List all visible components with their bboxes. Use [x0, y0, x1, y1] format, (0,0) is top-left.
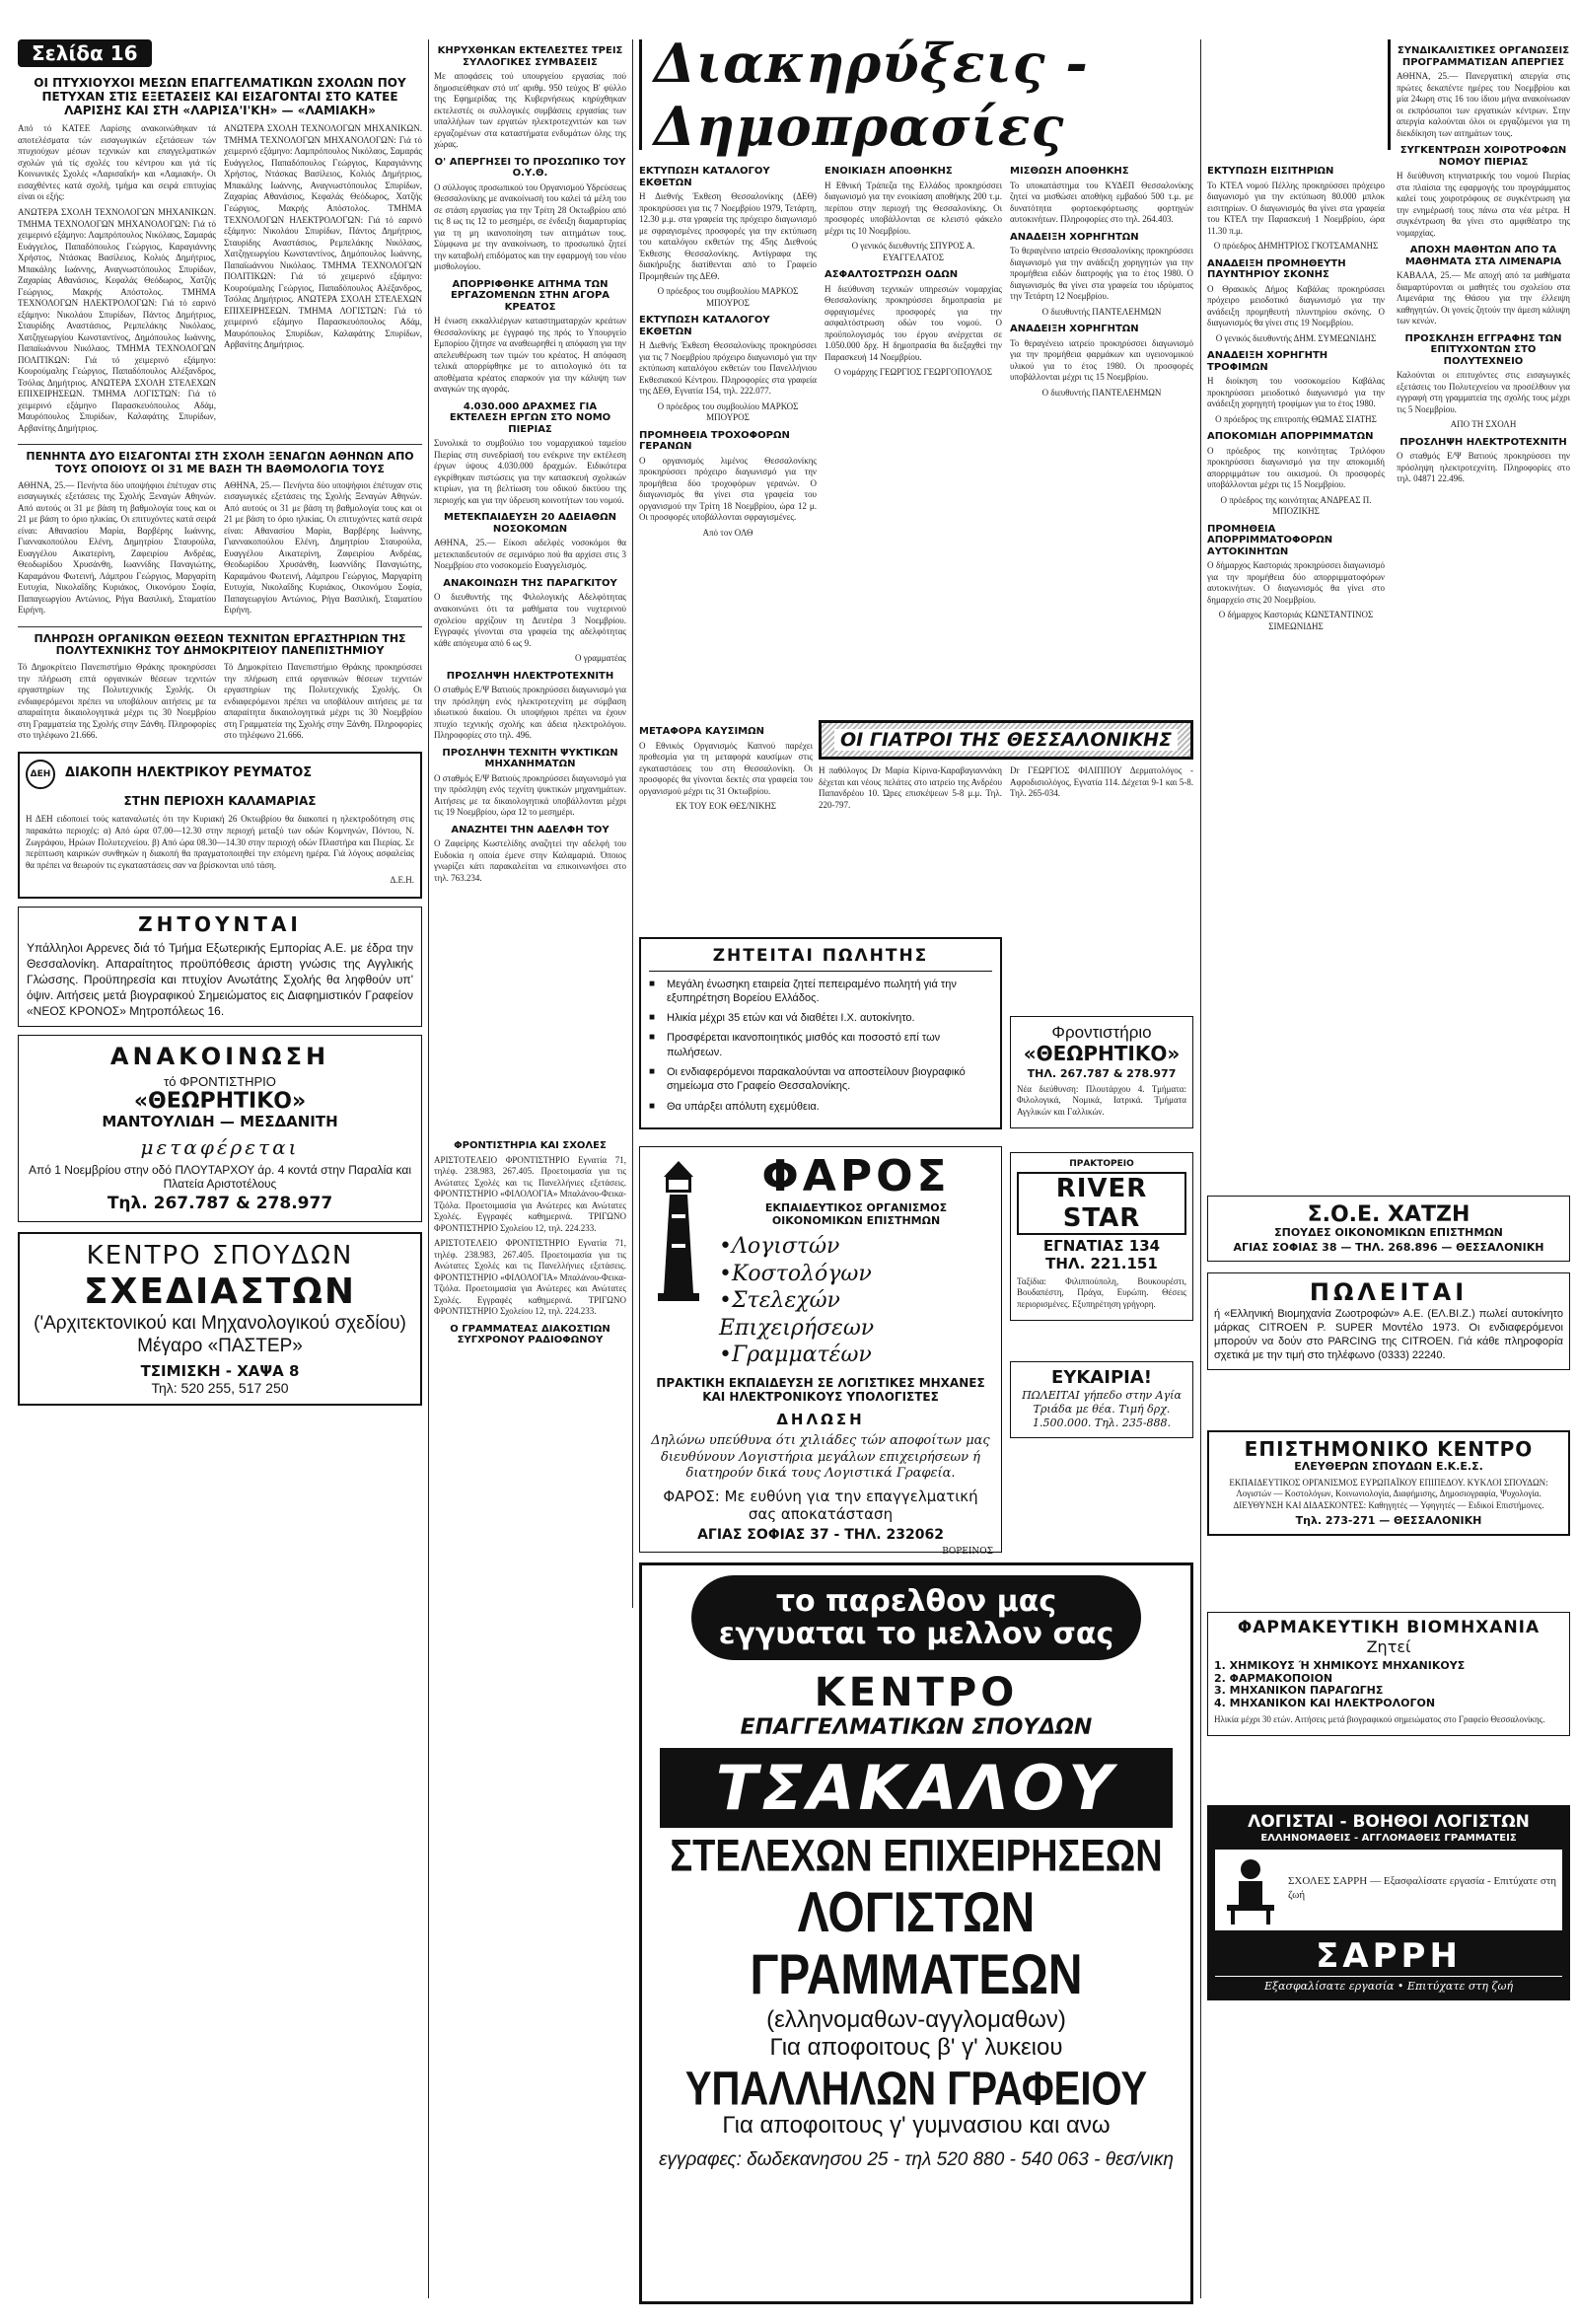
faros-decl-body: Δηλώνω υπεύθυνα ότι χιλιάδες τών αποφοίτων μας διευθύνουν Λογιστήρια μεγάλων επιχειρήσεων ή διατηρούν δικά τους Λογιστικά Γραφεία.	[651, 1432, 990, 1482]
a4-title: ΜΕΤΑΦΟΡΑ ΚΑΥΣΙΜΩΝ	[639, 726, 764, 737]
students-body: ΚΑΒΑΛΑ, 25.— Με αποχή από τα μαθήματα διαμαρτύρονται οι μαθητές του σχολείου στα Λιμενάρια της Θάσου για την έλλειψη καθηγητών. Οι γονείς ζητούν την άμεση κάλυψη των κενών.	[1397, 270, 1570, 327]
faros-item: •Στελεχών Επιχειρήσεων	[719, 1288, 875, 1341]
a2-body: Η Διεθνής Έκθεση Θεσσαλονίκης προκηρύσσει για τις 7 Νοεμβρίου πρόχειρο διαγωνισμό για την εκτύπωση καταλόγου εκθετών του Πανελλήνιου Εκθεσιακού Κέντρου. Πληροφορίες στα γραφεία της ΔΕΘ, Εγνατία 154, τηλ. 222.077.	[639, 340, 817, 397]
wanted-seller-box	[639, 937, 1002, 1129]
theoritiko-ad	[1010, 1016, 1193, 1128]
epistimoniko-sub: ΕΛΕΥΘΕΡΩΝ ΣΠΟΥΔΩΝ Ε.Κ.Ε.Σ.	[1294, 1460, 1483, 1473]
faros-ad	[639, 1146, 1002, 1557]
paragkitou-body: Ο διευθυντής της Φιλολογικής Αδελφότητας ανακοινώνει ότι τα μαθήματα του νυχτερινού σχολείου αρχίζουν τη Δευτέρα 3 Νοεμβρίου. Εγγραφές γίνονται στα γραφεία της αδελφότητας κάθε απόγευμα από 6 ως 9.	[434, 592, 626, 648]
d5-sign: Ο δήμαρχος Καστοριάς ΚΩΝΣΤΑΝΤΙΝΟΣ ΣΙΜΕΩΝΙΔΗΣ	[1218, 610, 1374, 631]
power-cut-notice	[18, 752, 422, 899]
headline-nurses: ΜΕΤΕΚΠΑΙΔΕΥΣΗ 20 ΑΔΕΙΑΘΩΝ ΝΟΣΟΚΟΜΩΝ	[443, 512, 617, 535]
column-rule	[428, 39, 429, 2298]
farm-item: 1. ΧΗΜΙΚΟΥΣ Ή ΧΗΜΙΚΟΥΣ ΜΗΧΑΝΙΚΟΥΣ	[1214, 1658, 1466, 1672]
list-item: ■ Ηλικία μέχρι 35 ετών και νά διαθέτει Ι.Χ. αυτοκίνητο.	[649, 1011, 992, 1025]
announcement-line2: ΜΑΝΤΟΥΛΙΔΗ — ΜΕΣΔΑΝΙΤΗ	[102, 1113, 338, 1131]
kentro-spoudon-box	[18, 1232, 422, 1406]
banner-title: Διακηρύξεις - Δημοπρασίες	[642, 32, 1388, 158]
faros-item: •Γραμματέων	[719, 1343, 872, 1368]
kentro-phone: Τηλ: 520 255, 517 250	[151, 1380, 289, 1397]
d2-body: Ο Θρακικός Δήμος Καβάλας προκηρύσσει πρόχειρο μειοδοτικό διαγωνισμό για την ανάδειξη προμηθευτή πλυντηρίου σκόνης. Ο διαγωνισμός θα γίνει στις 19 Νοεμβρίου.	[1207, 283, 1385, 328]
farm-item: 3. ΜΗΧΑΝΙΚΟΝ ΠΑΡΑΓΩΓΗΣ	[1214, 1684, 1384, 1698]
announcement-line3: μεταφέρεται	[140, 1134, 300, 1159]
divider	[18, 626, 422, 627]
faros-sign: ΒΟΡΕΙΝΟΣ	[942, 1546, 993, 1557]
banner	[639, 32, 1391, 158]
a3-title: ΠΡΟΜΗΘΕΙΑ ΤΡΟΧΟΦΟΡΩΝ ΓΕΡΑΝΩΝ	[639, 429, 790, 453]
riverstar-label: ΠΡΑΚΤΟΡΕΙΟ	[1069, 1159, 1134, 1169]
kentro-name: ΣΧΕΔΙΑΣΤΩΝ	[84, 1271, 356, 1313]
announcement-name: «ΘΕΩΡΗΤΙΚΟ»	[133, 1089, 307, 1115]
headline-electrician: ΠΡΟΣΛΗΨΗ ΗΛΕΚΤΡΟΤΕΧΝΙΤΗ	[446, 670, 614, 682]
list-item: ■ Θα υπάρξει απόλυτη εχεμύθεια.	[649, 1100, 992, 1114]
theoritiko-body: Νέα διεύθυνση: Πλουτάρχου 4. Τμήματα: Φιλολογικά, Νομικά, Ιατρικά. Τμήματα Αγγλικών και Γαλλικών.	[1017, 1083, 1186, 1117]
chatzi-addr: ΑΓΙΑΣ ΣΟΦΙΑΣ 38 — ΤΗΛ. 268.896 — ΘΕΣΣΑΛΟΝΙΚΗ	[1233, 1240, 1544, 1254]
headline-oyth: Ο' ΑΠΕΡΓΗΣΕΙ ΤΟ ΠΡΟΣΩΠΙΚΟ ΤΟΥ Ο.Υ.Θ.	[434, 156, 626, 180]
poleitai-ad	[1207, 1272, 1570, 1370]
d4-body: Ο πρόεδρος της κοινότητας Τριλόφου προκηρύσσει διαγωνισμό για την αποκομιδή απορριμμάτων του οικισμού. Οι προσφορές υποβάλλονται μέχρι τις 15 Νοεμβρίου.	[1207, 445, 1385, 490]
headline-strikes: ΣΥΝΔΙΚΑΛΙΣΤΙΚΕΣ ΟΡΓΑΝΩΣΕΙΣ ΠΡΟΓΡΑΜΜΑΤΙΣΑΝ ΑΠΕΡΓΙΕΣ	[1397, 45, 1570, 68]
headline-polytechnic: ΠΛΗΡΩΣΗ ΟΡΓΑΝΙΚΩΝ ΘΕΣΕΩΝ ΤΕΧΝΙΤΩΝ ΕΡΓΑΣΤΗΡΙΩΝ ΤΗΣ ΠΟΛΥΤΕΧΝΙΚΗΣ ΤΟΥ ΔΗΜΟΚΡΙΤΕΙΟΥ ΠΑΝΕΠΙΣΤΗΜΙΟΥ	[34, 631, 406, 658]
xenagon-body: ΑΘΗΝΑ, 25.— Πενήντα δύο υποψήφιοι έπέτυχαν στις εισαγωγικές εξετάσεις της Σχολής Ξεναγών Αθηνών. Από αυτούς οι 31 με βάση τη βαθμολογία τους και οι 21 με βάση το όριο ηλικίας. Οι επιτυχόντες κατά σειρά είναι: Αθανασίου Μαρία, Βαρβέρης Ιωάννης, Γιαννακοπούλου Ελένη, Δημητρίου Σταυρούλα, Ευαγγέλου Αικατερίνη, Ζαφειρίου Ανδρέας, Θεοδωρίδου Χρυσάνθη, Ιωαννίδης Παναγιώτης, Καραμάνου Φωτεινή, Λάμπρου Γεώργιος, Μαργαρίτη Ευτυχία, Νικολαΐδης Κυριάκος, Οικονόμου Σοφία, Παπαγεωργίου Αντώνιος, Ρήγα Βασιλική, Σταματίου Ειρήνη.	[18, 479, 216, 616]
column-6	[1207, 160, 1385, 1146]
d4-sign: Ο πρόεδρος της κοινότητας ΑΝΔΡΕΑΣ Π. ΜΠΟΖΙΚΗΣ	[1220, 494, 1372, 517]
page-label: Σελίδα 16	[18, 39, 152, 67]
column-4	[825, 160, 1002, 712]
tsakalou-top: το παρελθον μας εγγυαται το μελλον σας	[691, 1575, 1141, 1660]
faros-item: •Κοστολόγων	[719, 1261, 872, 1286]
sarri-title: ΛΟΓΙΣΤΑΙ - ΒΟΗΘΟΙ ΛΟΓΙΣΤΩΝ	[1248, 1812, 1530, 1832]
column-rule	[1200, 39, 1201, 2298]
eukairia-ad	[1010, 1361, 1193, 1438]
power-cut-body: Η ΔΕΗ ειδοποιεί τούς καταναλωτές ότι την Κυριακή 26 Οκτωβρίου θα διακοπεί η ηλεκτροδότηση στις παρακάτω περιοχές: α) Από ώρα 07.00—12.30 στην περιοχή μεταξύ των οδών Κομνηνών, Πόντου, Ν. Ζωγράφου, Ηρώων Πολυτεχνείου. β) Από ώρα 08.30—14.30 στην περιοχή οδών Πλαστήρα και Πιερίας. Σε περίπτωση καιρικών συνθηκών η διακοπή θα πραγματοποιηθεί την επόμενη ημέρα. Γιά λόγους ασφαλείας θα πρέπει να θεωρούν τις εγκαταστάσεις σαν να βρίσκονται υπό τάση.	[26, 814, 414, 870]
lead-body-2: ΑΝΩΤΕΡΑ ΣΧΟΛΗ ΤΕΧΝΟΛΟΓΩΝ ΜΗΧΑΝΙΚΩΝ. ΤΜΗΜΑ ΤΕΧΝΟΛΟΓΩΝ ΜΗΧΑΝΟΛΟΓΩΝ: Γιά τό χειμερινό εξάμηνο: Λαμπρόπουλος Νικόλαος, Σαμαράς Ευάγγελος, Παπαδόπουλος Γεώργιος, Καραγιάννης Χρήστος, Ντάσκας Βασίλειος, Κολιός Δημήτριος, Μπακάλης Ιωάννης, Αναγνωστόπουλος Σπυρίδων, Ζαχαρίας Αθανάσιος, Κεφαλάς Θεόδωρος, Χατζής Γεώργιος, Μακρής Απόστολος. ΤΜΗΜΑ ΤΕΧΝΟΛΟΓΩΝ ΗΛΕΚΤΡΟΛΟΓΩΝ: Γιά τό εαρινό εξάμηνο: Νικολάου Σπυρίδων, Πάντος Δημήτριος, Σταυρίδης Αναστάσιος, Ρεμπελάκης Νικόλαος, Χατζηγεωργίου Κωνσταντίνος, Δημόπουλος Ιωάννης, Παπαϊωάννου Νικόλαος. ΤΜΗΜΑ ΤΕΧΝΟΛΟΓΩΝ ΠΟΛΙΤΙΚΩΝ: Γιά τό χειμερινό εξάμηνο: Κουρούμαλης Γεώργιος, Παπαδόπουλος Αλέξανδρος, Τσόλας Δημήτριος. ΑΝΩΤΕΡΑ ΣΧΟΛΗ ΣΤΕΛΕΧΩΝ ΕΠΙΧΕΙΡΗΣΕΩΝ. ΤΜΗΜΑ ΛΟΓΙΣΤΩΝ: Γιά τό χειμερινό εξάμηνο Παρασκευόπουλος Αδάμ, Μαυρόπουλος Σπυρίδων, Καλαφάτης Σπυρίδων, Αρβανίτης Δημήτριος.	[18, 207, 216, 433]
headline-electrician-2: ΠΡΟΣΛΗΨΗ ΗΛΕΚΤΡΟΤΕΧΝΙΤΗ	[1399, 436, 1567, 448]
a3-body: Ο οργανισμός λιμένος Θεσσαλονίκης προκηρύσσει πρόχειρο διαγωνισμό για την προμήθεια δύο τροχοφόρων γερανών. Ο διαγωνισμός θα γίνει στα γραφεία του οργανισμού την Τρίτη 18 Νοεμβρίου, ώρα 12 μ. Οι προσφορές υποβάλλονται σφραγισμένες.	[639, 455, 817, 523]
headline-refrigeration: ΠΡΟΣΛΗΨΗ ΤΕΧΝΙΤΗ ΨΥΚΤΙΚΩΝ ΜΗΧΑΝΗΜΑΤΩΝ	[442, 747, 618, 770]
polytechnic-body-2: Τό Δημοκρίτειο Πανεπιστήμιο Θράκης προκηρύσσει την πλήρωση επτά οργανικών θέσεων τεχνιτών εργαστηρίων της Πολυτεχνικής Σχολής. Οι ενδιαφερόμενοι πρέπει να υποβάλουν αιτήσεις με τα απαραίτητα δικαιολογητικά μέχρι τις 30 Νοεμβρίου στη Γραμματεία της Σχολής στην Ξάνθη. Πληροφορίες στο τηλέφωνο 21.666.	[224, 662, 422, 741]
tsakalou-l2: ΛΟΓΙΣΤΩΝ	[797, 1881, 1036, 1945]
headline-registration: ΠΡΟΣΚΛΗΣΗ ΕΓΓΡΑΦΗΣ ΤΩΝ ΕΠΙΤΥΧΟΝΤΩΝ ΣΤΟ ΠΟΛΥΤΕΧΝΕΙΟ	[1404, 332, 1562, 367]
a3-sign: Από τον ΟΛΘ	[702, 527, 753, 538]
kentro-building: Μέγαρο «ΠΑΣΤΕΡ»	[137, 1336, 303, 1357]
riverstar-ad	[1010, 1152, 1193, 1321]
student-figure-icon	[1221, 1855, 1280, 1925]
b2-title: ΑΣΦΑΛΤΟΣΤΡΩΣΗ ΟΔΩΝ	[825, 269, 959, 281]
oyth-body: Ο σύλλογος προσωπικού του Οργανισμού Υδρεύσεως Θεσσαλονίκης με ανακοίνωσή του καλεί τά μέλη του σε στάση εργασίας για την Τρίτη 28 Οκτωβρίου από τις 8 ως τις 12 το μεσημέρι, σε ένδειξη διαμαρτυρίας για τη μη ικανοποίηση των αιτημάτων τους. Σύμφωνα με την ανακοίνωση, το προσωπικό ζητεί την καταβολή επιδόματος και την εφαρμογή του νέου μισθολογίου.	[434, 182, 626, 272]
nurses-body: ΑΘΗΝΑ, 25.— Είκοσι αδελφές νοσοκόμοι θα μετεκπαιδευτούν σε σεμινάριο πού θα αρχίσει στις 3 Νοεμβρίου στο νοσοκομείο Ευαγγελισμός.	[434, 538, 626, 571]
faros-sub: ΕΚΠΑΙΔΕΥΤΙΚΟΣ ΟΡΓΑΝΙΣΜΟΣ ΟΙΚΟΝΟΜΙΚΩΝ ΕΠΙΣΤΗΜΩΝ	[764, 1201, 948, 1227]
announcement-line4: Από 1 Νοεμβρίου στην οδό ΠΛΟΥΤΑΡΧΟΥ άρ. 4 κοντά στην Παραλία και Πλατεία Αριστοτέλους	[28, 1162, 411, 1191]
a4-body: Ο Εθνικός Οργανισμός Καπνού παρέχει προθεσμία για τη μεταφορά καυσίμων στις εγκαταστάσεις του στη Θεσσαλονίκη. Οι προσφορές θα γίνονται δεκτές στα γραφεία του οργανισμού μέχρι τις 31 Οκτωβρίου.	[639, 740, 813, 796]
power-cut-area: ΣΤΗΝ ΠΕΡΙΟΧΗ ΚΑΛΑΜΑΡΙΑΣ	[123, 793, 317, 808]
theoritiko-name: «ΘΕΩΡΗΤΙΚΟ»	[1023, 1042, 1181, 1065]
schools-note: Ο ΓΡΑΜΜΑΤΕΑΣ ΔΙΑΚΟΣΤΙΩΝ ΣΥΓΧΡΟΝΟΥ ΡΑΔΙΟΦΩΝΟΥ	[450, 1323, 610, 1346]
list-item: ■ Μεγάλη ένωσηκη εταιρεία ζητεί πεπειραμένο πωλητή γιά την εξυπηρέτηση Βορείου Ελλάδος.	[649, 978, 992, 1006]
column-2	[434, 39, 626, 1125]
faros-practical: ΠΡΑΚΤΙΚΗ ΕΚΠΑΙΔΕΥΣΗ ΣΕ ΛΟΓΙΣΤΙΚΕΣ ΜΗΧΑΝΕΣ ΚΑΙ ΗΛΕΚΤΡΟΝΙΚΟΥΣ ΥΠΟΛΟΓΙΣΤΕΣ	[656, 1375, 985, 1404]
farm-item: 2. ΦΑΡΜΑΚΟΠΟΙΟΝ	[1214, 1671, 1333, 1685]
headline-xenagon: ΠΕΝΗΝΤΑ ΔΥΟ ΕΙΣΑΓΟΝΤΑΙ ΣΤΗ ΣΧΟΛΗ ΞΕΝΑΓΩΝ ΑΘΗΝΩΝ ΑΠΟ ΤΟΥΣ ΟΠΟΙΟΥΣ ΟΙ 31 ΜΕ ΒΑΣΗ ΤΗ ΒΑΘΜΟΛΟΓΙΑ ΤΟΥΣ	[26, 450, 414, 475]
c3-sign: Ο διευθυντής ΠΑΝΤΕΛΕΗΜΩΝ	[1041, 387, 1162, 398]
headline-meat: ΑΠΟΡΡΙΦΘΗΚΕ ΑΙΤΗΜΑ ΤΩΝ ΕΡΓΑΖΟΜΕΝΩΝ ΣΤΗΝ ΑΓΟΡΑ ΚΡΕΑΤΟΣ	[450, 278, 610, 313]
doctor-entry: Dr ΓΕΩΡΓΙΟΣ ΦΙΛΙΠΠΟΥ Δερματολόγος - Αφροδισιολόγος, Εγνατία 114. Δέχεται 9-1 και 5-8. Τηλ. 265-034.	[1010, 765, 1193, 799]
theoritiko-phone: ΤΗΛ. 267.787 & 278.977	[1027, 1067, 1177, 1080]
sister-body: Ο Ζαφείρης Κωστελίδης αναζητεί την αδελφή του Ευδοκία η οποία έμενε στην Καλαμαριά. Όποιος γνωρίζει κάτι παρακαλείται να επικοινωνήσει στο τηλ. 763.234.	[434, 838, 626, 883]
polytechnic-body: Τό Δημοκρίτειο Πανεπιστήμιο Θράκης προκηρύσσει την πλήρωση επτά οργανικών θέσεων τεχνιτών εργαστηρίων της Πολυτεχνικής Σχολής. Οι ενδιαφερόμενοι πρέπει να υποβάλουν αιτήσεις με τα απαραίτητα δικαιολογητικά μέχρι τις 30 Νοεμβρίου στη Γραμματεία της Σχολής στην Ξάνθη. Πληροφορίες στο τηλέφωνο 21.666.	[18, 662, 216, 741]
meat-body: Η ένωση εκκαλλιέργων καταστηματαρχών κρεάτων Θεσσαλονίκης με έγγραφό της πρός το Υπουργείο Εμπορίου ζήτησε να αναθεωρηθεί η απόφαση για την απελευθέρωση των τιμών του κρέατος. Η απόφαση τελικά απορρίφθηκε με το αιτιολογικό ότι τα αποθέματα κρέατος επαρκούν για την κάλυψη των αναγκών της αγοράς.	[434, 316, 626, 395]
column-rule	[632, 39, 633, 1608]
lighthouse-icon	[648, 1155, 709, 1303]
d4-title: ΑΠΟΚΟΜΙΔΗ ΑΠΟΡΡΙΜΜΑΤΩΝ	[1207, 431, 1374, 443]
headline-sister: ΑΝΑΖΗΤΕΙ ΤΗΝ ΑΔΕΛΦΗ ΤΟΥ	[451, 824, 610, 835]
column-1	[18, 39, 422, 1406]
farm-title: ΦΑΡΜΑΚΕΥΤΙΚΗ ΒΙΟΜΗΧΑΝΙΑ	[1237, 1618, 1541, 1637]
power-cut-sign: Δ.Ε.Η.	[390, 875, 414, 886]
b1-title: ΕΝΟΙΚΙΑΣΗ ΑΠΟΘΗΚΗΣ	[825, 166, 953, 177]
refrigeration-body: Ο σταθμός Ε/Ψ Βατιούς προκηρύσσει διαγωνισμό για την πρόσληψη ενός τεχνίτη ψυκτικών μηχανημάτων. Αιτήσεις με τα δικαιολογητικά υποβάλλονται μέχρι τις 19 Νοεμβρίου, ώρα 12 το μεσημέρι.	[434, 772, 626, 818]
riverstar-phone: ΤΗΛ. 221.151	[1045, 1254, 1158, 1272]
headline-students: ΑΠΟΧΗ ΜΑΘΗΤΩΝ ΑΠΟ ΤΑ ΜΑΘΗΜΑΤΑ ΣΤΑ ΛΙΜΕΝΑΡΙΑ	[1404, 245, 1562, 267]
lead-col-b	[224, 123, 422, 438]
epistimoniko-ad	[1207, 1430, 1570, 1536]
epistimoniko-title: ΕΠΙΣΤΗΜΟΝΙΚΟ ΚΕΝΤΡΟ	[1244, 1437, 1534, 1461]
registration-body: Καλούνται οι επιτυχόντες στις εισαγωγικές εξετάσεις του Πολυτεχνείου να προσέλθουν για εγγραφή στη γραμματεία της σχολής τους μέχρι τις 5 Νοεμβρίου.	[1397, 370, 1570, 414]
xenagon-body-2: ΑΘΗΝΑ, 25.— Πενήντα δύο υποψήφιοι έπέτυχαν στις εισαγωγικές εξετάσεις της Σχολής Ξεναγών Αθηνών. Από αυτούς οι 31 με βάση τη βαθμολογία τους και οι 21 με βάση το όριο ηλικίας. Οι επιτυχόντες κατά σειρά είναι: Αθανασίου Μαρία, Βαρβέρης Ιωάννης, Γιαννακοπούλου Ελένη, Δημητρίου Σταυρούλα, Ευαγγέλου Αικατερίνη, Ζαφειρίου Ανδρέας, Θεοδωρίδου Χρυσάνθη, Ιωαννίδης Παναγιώτης, Καραμάνου Φωτεινή, Λάμπρου Γεώργιος, Μαργαρίτη Ευτυχία, Νικολαΐδης Κυριάκος, Οικονόμου Σοφία, Παπαγεωργίου Αντώνιος, Ρήγα Βασιλική, Σταματίου Ειρήνη.	[224, 479, 422, 616]
farm-sub: Ζητεί	[1366, 1636, 1411, 1656]
epistimoniko-phone: Τηλ. 273-271 — ΘΕΣΣΑΛΟΝΙΚΗ	[1295, 1514, 1482, 1528]
wanted-seller-list	[649, 978, 992, 1114]
tsakalou-l7: Για αποφοιτους γ' γυμνασιου και ανω	[722, 2112, 1111, 2139]
a1-title: ΕΚΤΥΠΩΣΗ ΚΑΤΑΛΟΓΟΥ ΕΚΘΕΤΩΝ	[639, 166, 770, 188]
d3-sign: Ο πρόεδρος της επιτροπής ΘΩΜΑΣ ΣΙΑΤΗΣ	[1215, 413, 1377, 424]
faros-decl-title: ΔΗΛΩΣΗ	[776, 1411, 865, 1429]
lead-headline: ΟΙ ΠΤΥΧΙΟΥΧΟΙ ΜΕΣΩΝ ΕΠΑΓΓΕΛΜΑΤΙΚΩΝ ΣΧΟΛΩΝ ΠΟΥ ΠΕΤΥΧΑΝ ΣΤΙΣ ΕΞΕΤΑΣΕΙΣ ΚΑΙ ΕΙΣΑΓΟΝΤΑΙ ΣΤΟ ΚΑΤΕΕ ΛΑΡΙΣΗΣ ΚΑΙ ΣΤΗ «ΛΑΡΙΣΑ'Ι'ΚΗ» — «ΛΑΜΙΑΚΗ»	[34, 76, 406, 117]
announcement-box	[18, 1035, 422, 1223]
a1-sign: Ο πρόεδρος του συμβουλίου ΜΑΡΚΟΣ ΜΠΟΥΡΟΣ	[657, 286, 799, 308]
faros-title: ΦΑΡΟΣ	[761, 1151, 951, 1201]
farm-body: Ηλικία μέχρι 30 ετών. Αιτήσεις μετά βιογραφικού σημειώματος στο Γραφείο Θεσσαλονίκης.	[1214, 1713, 1545, 1724]
doctor-entry: Η παθόλογος Dr Μαρία Κίρινα-Καραβαγιαννάκη δέχεται και νέους πελάτες στο ιατρείο της Ανδρέου Παπανδρέου 10. Ώρες επισκέψεων 5-8 μ.μ. Τηλ. 220-797.	[819, 765, 1002, 810]
a4-sign: ΕΚ ΤΟΥ ΕΟΚ ΘΕΣ/ΝΙΚΗΣ	[675, 801, 777, 812]
theoritiko-title: Φροντιστήριο	[1051, 1023, 1152, 1042]
b1-sign: Ο γενικός διευθυντής ΣΠΥΡΟΣ Α. ΕΥΑΓΓΕΛΑΤΟΣ	[851, 241, 975, 262]
strikes-body: ΑΘΗΝΑ, 25.— Πανεργατική απεργία στις πρώτες δεκαπέντε ημέρες του Νοεμβρίου και μία 24ωρη στις 16 του ίδιου μήνα ανακοίνωσαν οι εκπρόσωποι των εργατικών κέντρων. Στην απεργία καλούνται όλοι οι εργαζόμενοι για τη διεκδίκηση των αιτημάτων τους.	[1397, 71, 1570, 138]
faros-item: •Λογιστών	[719, 1234, 840, 1260]
electrician-2-body: Ο σταθμός Ε/Ψ Βατιούς προκηρύσσει την πρόσληψη ηλεκτροτεχνίτη. Πληροφορίες στο τηλ. 04871 22.496.	[1397, 451, 1570, 484]
headline-contracts: ΚΗΡΥΧΘΗΚΑΝ ΕΚΤΕΛΕΣΤΕΣ ΤΡΕΙΣ ΣΥΛΛΟΓΙΚΕΣ ΣΥΜΒΑΣΕΙΣ	[437, 45, 623, 68]
tsakalou-l5: Για αποφοιτους β' γ' λυκειου	[769, 2034, 1063, 2061]
kentro-title: ΚΕΝΤΡΟ ΣΠΟΥΔΩΝ	[86, 1241, 354, 1271]
sarri-footer: Εξασφαλίσατε εργασία • Επιτύχατε στη ζωή	[1215, 1976, 1562, 1993]
headline-schools: ΦΡΟΝΤΙΣΤΗΡΙΑ ΚΑΙ ΣΧΟΛΕΣ	[454, 1140, 607, 1151]
doctors-banner-title: ΟΙ ΓΙΑΤΡΟΙ ΤΗΣ ΘΕΣΣΑΛΟΝΙΚΗΣ	[834, 729, 1178, 751]
riverstar-name: RIVER STAR	[1017, 1172, 1186, 1235]
faros-addr: ΑΓΙΑΣ ΣΟΦΙΑΣ 37 - ΤΗΛ. 232062	[697, 1526, 944, 1543]
a2-title: ΕΚΤΥΠΩΣΗ ΚΑΤΑΛΟΓΟΥ ΕΚΘΕΤΩΝ	[639, 315, 770, 337]
b2-body: Η διεύθυνση τεχνικών υπηρεσιών νομαρχίας Θεσσαλονίκης προκηρύσσει δημοπρασία με σφραγισμένες προσφορές για την ασφαλτόστρωση οδών του νομού. Ο προϋπολογισμός του έργου ανέρχεται σε 1.050.000 δρχ. Η δημοπρασία θα διεξαχθεί την Παρασκευή 14 Νοεμβρίου.	[825, 283, 1002, 362]
divider	[18, 444, 422, 445]
column-3	[639, 160, 817, 712]
tsakalou-l1: ΣΤΕΛΕΧΩΝ ΕΠΙΧΕΙΡΗΣΕΩΝ	[670, 1831, 1163, 1882]
tsakalou-k: ΚΕΝΤΡΟ	[814, 1670, 1019, 1715]
d2-title: ΑΝΑΔΕΙΞΗ ΠΡΟΜΗΘΕΥΤΗ ΠΑΥΝΤΗΡΙΟΥ ΣΚΟΝΗΣ	[1207, 257, 1346, 281]
announcement-title: ΑΝΑΚΟΙΝΩΣΗ	[109, 1042, 330, 1070]
c2-sign: Ο διευθυντής ΠΑΝΤΕΛΕΗΜΩΝ	[1041, 306, 1162, 317]
sarri-sub: ΕΛΛΗΝΟΜΑΘΕΙΣ - ΑΓΓΛΟΜΑΘΕΙΣ ΓΡΑΜΜΑΤΕΙΣ	[1260, 1832, 1517, 1844]
wanted-box	[18, 907, 422, 1027]
schools-body: ΑΡΙΣΤΟΤΕΛΕΙΟ ΦΡΟΝΤΙΣΤΗΡΙΟ Εγνατία 71, τηλέφ. 238.983, 267.405. Προετοιμασία για τις Ανώτατες Σχολές και τις Πανελλήνιες εξετάσεις. ΦΡΟΝΤΙΣΤΗΡΙΟ «ΦΙΛΟΛΟΓΙΑ» Μπαλάνου-Φεικα-Τζιόλα. Προετοιμασία για Ανώτερες και Ανώτατες Σχολές. Εγγραφές καθημερινά. ΤΡΙΓΩΝΟ ΦΡΟΝΤΙΣΤΗΡΙΟ Σχολείου 12, τηλ. 224.233.	[434, 1154, 626, 1233]
announcement-line1: τό ΦΡΟΝΤΙΣΤΗΡΙΟ	[164, 1074, 276, 1090]
tsakalou-name: ΤΣΑΚΑΛΟΥ	[660, 1748, 1173, 1828]
lead-body: Από τό ΚΑΤΕΕ Λαρίσης ανακοινώθηκαν τά αποτελέσματα τών εισαγωγικών εξετάσεων τών πτυχιούχων μέσων τεχνικών και επαγγελματικών σχολών γιά τίς σχολές του κέντρου και γιά τίς Κοινωνικές Σχολές «Λαρισαΐκή» και «Λαμιακή». Οι εισαχθέντες κατά σχολή, τμήμα και σειρά επιτυχίας είναι οι εξής:	[18, 123, 216, 202]
column-5	[1010, 160, 1193, 712]
wanted-body: Υπάλληλοι Αρρενες διά τό Τμήμα Εξωτερικής Εμπορίας Α.Ε. με έδρα την Θεσσαλονίκη. Απαραίτητος προϋπόθεσις άριστη γνώσις της Αγγλικής Γλώσσης. Προϋπηρεσία και πτυχίον Ανωτάτης Σχολής θα ληφθούν υπ' όψιν. Αιτήσεις μετά βιογραφικού Σημειώματος εις Διαφημιστικόν Γραφείον «ΝΕΟΣ ΚΡΟΝΟΣ» Μητροπόλεως 16.	[27, 940, 413, 1019]
d1-body: Το ΚΤΕΛ νομού Πέλλης προκηρύσσει πρόχειρο διαγωνισμό για την εκτύπωση 80.000 μπλοκ εισιτηρίων. Ο διαγωνισμός θα γίνει στα γραφεία του ΚΤΕΛ την Παρασκευή 1 Νοεμβρίου, ώρα 11.30 π.μ.	[1207, 180, 1385, 236]
riverstar-body: Ταξίδια: Φιλιππούπολη, Βουκουρέστι, Βουδαπέστη, Πράγα, Ευρώπη. Θέσεις περιορισμένες. Εξυπηρέτηση γρήγορη.	[1017, 1275, 1186, 1309]
a2-sign: Ο πρόεδρος του συμβουλίου ΜΑΡΚΟΣ ΜΠΟΥΡΟΣ	[657, 400, 799, 423]
kentro-addr: ΤΣΙΜΙΣΚΗ - ΧΑΨΑ 8	[140, 1362, 300, 1381]
d1-sign: Ο πρόεδρος ΔΗΜΗΤΡΙΟΣ ΓΚΟΤΣΑΜΑΝΗΣ	[1213, 241, 1379, 252]
eukairia-title: ΕΥΚΑΙΡΙΑ!	[1051, 1367, 1152, 1388]
farmakeutiki-ad	[1207, 1612, 1570, 1736]
d5-title: ΠΡΟΜΗΘΕΙΑ ΑΠΟΡΡΙΜΜΑΤΟΦΟΡΩΝ ΑΥΤΟΚΙΝΗΤΩΝ	[1207, 523, 1333, 557]
announcement-phone: Τηλ. 267.787 & 278.977	[107, 1193, 333, 1213]
sarri-body: ΣΧΟΛΕΣ ΣΑΡΡΗ — Εξασφαλίσατε εργασία - Επιτύχατε στη ζωή	[1288, 1874, 1556, 1902]
farm-item: 4. ΜΗΧΑΝΙΚΟΝ ΚΑΙ ΗΛΕΚΤΡΟΛΟΓΟΝ	[1214, 1696, 1436, 1709]
tsakalou-l3: ΓΡΑΜΜΑΤΕΩΝ	[750, 1943, 1083, 2007]
faros-slogan: ΦΑΡΟΣ: Με ευθύνη για την επαγγελματική σας αποκατάσταση	[663, 1488, 978, 1523]
wanted-title: ΖΗΤΟΥΝΤΑΙ	[138, 911, 302, 936]
list-item: ■ Προσφέρεται ικανοποιητικός μισθός και ποσοστό επί των πωλήσεων.	[649, 1031, 992, 1059]
b1-body: Η Εθνική Τράπεζα της Ελλάδος προκηρύσσει διαγωνισμό για την ενοικίαση αποθήκης 200 τ.μ. περίπου στην περιοχή της Θεσσαλονίκης. Οι προσφορές υποβάλλονται σε κλειστό φάκελο μέχρι τις 10 Νοεμβρίου.	[825, 180, 1002, 236]
headline-pig-farmers: ΣΥΓΚΕΝΤΡΩΣΗ ΧΟΙΡΟΤΡΟΦΩΝ ΝΟΜΟΥ ΠΙΕΡΙΑΣ	[1399, 145, 1567, 168]
d1-title: ΕΚΤΥΠΩΣΗ ΕΙΣΙΤΗΡΙΩΝ	[1207, 166, 1334, 177]
wanted-seller-title: ΖΗΤΕΙΤΑΙ ΠΩΛΗΤΗΣ	[649, 947, 992, 972]
kentro-sub: ('Αρχιτεκτονικού και Μηχανολογικού σχεδίου)	[34, 1313, 406, 1335]
headline-pieria: 4.030.000 ΔΡΑΧΜΕΣ ΓΙΑ ΕΚΤΕΛΕΣΗ ΕΡΓΩΝ ΣΤΟ ΝΟΜΟ ΠΙΕΡΙΑΣ	[449, 400, 611, 435]
epistimoniko-body: ΕΚΠΑΙΔΕΥΤΙΚΟΣ ΟΡΓΑΝΙΣΜΟΣ ΕΥΡΩΠΑΪΚΟΥ ΕΠΙΠΕΔΟΥ. ΚΥΚΛΟΙ ΣΠΟΥΔΩΝ: Λογιστών — Κοστολόγων, Κοινωνιολογία, Διαφήμισης, Δημοσιογραφία, Ψυχολογία. ΔΙΕΥΘΥΝΣΗ ΚΑΙ ΔΙΔΑΣΚΟΝΤΕΣ: Καθηγητές — Υφηγητές — Ειδικοί Επιστήμονες.	[1229, 1477, 1548, 1510]
c1-title: ΜΙΣΘΩΣΗ ΑΠΟΘΗΚΗΣ	[1010, 166, 1129, 177]
deh-logo-icon: ΔΕΗ	[26, 760, 55, 789]
doctors-banner	[819, 720, 1193, 760]
doctors-section	[819, 720, 1193, 815]
eukairia-body: ΠΩΛΕΙΤΑΙ γήπεδο στην Αγία Τριάδα με θέα. Τιμή δρχ. 1.500.000. Τηλ. 235-888.	[1022, 1388, 1182, 1430]
tsakalou-footer: εγγραφες: δωδεκανησου 25 - τηλ 520 880 - 540 063 - θεσ/νικη	[659, 2149, 1174, 2170]
power-cut-title: ΔΙΑΚΟΠΗ ΗΛΕΚΤΡΙΚΟΥ ΡΕΥΜΑΤΟΣ	[65, 765, 313, 781]
tsakalou-l6: ΥΠΑΛΛΗΛΩΝ ΓΡΑΦΕΙΟΥ	[684, 2063, 1148, 2116]
c2-title: ΑΝΑΔΕΙΞΗ ΧΟΡΗΓΗΤΩΝ	[1010, 231, 1139, 243]
d2-sign: Ο γενικός διευθυντής ΔΗΜ. ΣΥΜΕΩΝΙΔΗΣ	[1215, 332, 1377, 343]
a1-body: Η Διεθνής Έκθεση Θεσσαλονίκης (ΔΕΘ) προκηρύσσει για τις 7 Νοεμβρίου 1979, Τετάρτη, 12.30 μ.μ. στα γραφεία της πρόχειρο διαγωνισμό με σφραγισμένες προσφορές για την εκτύπωση του καταλόγου εκθετών της 45ης Διεθνούς Έκθεσης Θεσσαλονίκης. Αντίγραφα της διακήρυξης διατίθενται από το Γραφείο Προμηθειών της ΔΕΘ.	[639, 191, 817, 281]
tsakalou-ad	[639, 1562, 1193, 2304]
c3-body: Το θεραγένειο ιατρείο προκηρύσσει διαγωνισμό για την προμήθεια φαρμάκων και υγειονομικού υλικού για το έτος 1980. Οι προσφορές υποβάλλονται μέχρι τις 15 Νοεμβρίου.	[1010, 337, 1193, 383]
d3-title: ΑΝΑΔΕΙΞΗ ΧΟΡΗΓΗΤΗ ΤΡΟΦΙΜΩΝ	[1207, 350, 1328, 373]
poleitai-body: ή «Ελληνική Βιομηχανία Ζωοτροφών» Α.Ε. (ΕΛ.ΒΙ.Ζ.) πωλεί αυτοκίνητο μάρκας CITROEN P. SUPER Μοντέλο 1973. Οι ενδιαφερόμενοι μπορούν να δούν στο PARCING της CITROEN. Γιά κάθε πληροφορία σχετικά με την τιμή στο τηλέφωνο (0333) 22240.	[1214, 1307, 1563, 1362]
registration-sign: ΑΠΟ ΤΗ ΣΧΟΛΗ	[1450, 419, 1517, 430]
column-7	[1397, 39, 1570, 1184]
schools-body-2: ΑΡΙΣΤΟΤΕΛΕΙΟ ΦΡΟΝΤΙΣΤΗΡΙΟ Εγνατία 71, τηλέφ. 238.983, 267.405. Προετοιμασία για τις Ανώτατες Σχολές και τις Πανελλήνιες εξετάσεις. ΦΡΟΝΤΙΣΤΗΡΙΟ «ΦΙΛΟΛΟΓΙΑ» Μπαλάνου-Φεικα-Τζιόλα. Προετοιμασία για Ανώτερες και Ανώτατες Σχολές. Εγγραφές καθημερινά. ΤΡΙΓΩΝΟ ΦΡΟΝΤΙΣΤΗΡΙΟ Σχολείου 12, τηλ. 224.233.	[434, 1238, 626, 1317]
chatzi-sub: ΣΠΟΥΔΕΣ ΟΙΚΟΝΟΜΙΚΩΝ ΕΠΙΣΤΗΜΩΝ	[1274, 1226, 1503, 1240]
pieria-body: Συνολικά το συμβούλιο του νομαρχιακού ταμείου Πιερίας στη συνεδρίασή του ενέκρινε την εκτέλεση έργων ύψους 4.030.000 δραχμών. Ειδικότερα εγκρίθηκαν πιστώσεις για την κατασκευή σχολικών κτιρίων, για τη βελτίωση του οδικού δικτύου της περιοχής και για την ύδρευση κοινοτήτων του νομού.	[434, 438, 626, 505]
column-2-lower	[434, 1134, 626, 1608]
paragkitou-sign: Ο γραμματέας	[575, 653, 626, 664]
column-3-lower	[639, 720, 813, 917]
d5-body: Ο δήμαρχος Καστοριάς προκηρύσσει διαγωνισμό για την προμήθεια δύο απορριμματοφόρων αυτοκινήτων. Ο διαγωνισμός θα γίνει στο δημαρχείο στις 20 Νοεμβρίου.	[1207, 560, 1385, 605]
lead-body-3: ΑΝΩΤΕΡΑ ΣΧΟΛΗ ΤΕΧΝΟΛΟΓΩΝ ΜΗΧΑΝΙΚΩΝ. ΤΜΗΜΑ ΤΕΧΝΟΛΟΓΩΝ ΜΗΧΑΝΟΛΟΓΩΝ: Γιά τό χειμερινό εξάμηνο: Λαμπρόπουλος Νικόλαος, Σαμαράς Ευάγγελος, Παπαδόπουλος Γεώργιος, Καραγιάννης Χρήστος, Ντάσκας Βασίλειος, Κολιός Δημήτριος, Μπακάλης Ιωάννης, Αναγνωστόπουλος Σπυρίδων, Ζαχαρίας Αθανάσιος, Κεφαλάς Θεόδωρος, Χατζής Γεώργιος, Μακρής Απόστολος. ΤΜΗΜΑ ΤΕΧΝΟΛΟΓΩΝ ΗΛΕΚΤΡΟΛΟΓΩΝ: Γιά τό εαρινό εξάμηνο: Νικολάου Σπυρίδων, Πάντος Δημήτριος, Σταυρίδης Αναστάσιος, Ρεμπελάκης Νικόλαος, Χατζηγεωργίου Κωνσταντίνος, Δημόπουλος Ιωάννης, Παπαϊωάννου Νικόλαος. ΤΜΗΜΑ ΤΕΧΝΟΛΟΓΩΝ ΠΟΛΙΤΙΚΩΝ: Γιά τό χειμερινό εξάμηνο: Κουρούμαλης Γεώργιος, Παπαδόπουλος Αλέξανδρος, Τσόλας Δημήτριος. ΑΝΩΤΕΡΑ ΣΧΟΛΗ ΣΤΕΛΕΧΩΝ ΕΠΙΧΕΙΡΗΣΕΩΝ. ΤΜΗΜΑ ΛΟΓΙΣΤΩΝ: Γιά τό χειμερινό εξάμηνο Παρασκευόπουλος Αδάμ, Μαυρόπουλος Σπυρίδων, Καλαφάτης Σπυρίδων, Αρβανίτης Δημήτριος.	[224, 123, 422, 350]
chatzi-ad	[1207, 1196, 1570, 1262]
riverstar-addr: ΕΓΝΑΤΙΑΣ 134	[1042, 1237, 1161, 1256]
electrician-body: Ο σταθμός Ε/Ψ Βατιούς προκηρύσσει διαγωνισμό για την πρόσληψη ενός ηλεκτροτεχνίτη με σύμβαση ιδιωτικού δικαίου. Οι υποψήφιοι πρέπει να έχουν πτυχίο τεχνικής σχολής και άδεια ηλεκτρολόγου. Πληροφορίες στο τηλ. 496.	[434, 685, 626, 741]
c2-body: Το θεραγένειο ιατρείο Θεσσαλονίκης προκηρύσσει διαγωνισμό για την ανάδειξη χορηγητών για την προμήθεια ειδών διατροφής για το έτος 1980. Ο διαγωνισμός θα γίνει στα γραφεία του ιδρύματος την Τετάρτη 12 Νοεμβρίου.	[1010, 246, 1193, 302]
contracts-body: Με αποφάσεις τού υπουργείου εργασίας πού δημοσιεύθηκαν στό υπ' αριθμ. 950 τεύχος Β' φύλλο της Εφημερίδας της Κυβερνήσεως κηρύχθηκαν εκτελεστές οι συλλογικές συμβάσεις εργασίας των υπαλλήλων των εργατών ηλεκτροτεχνιτών και των εργαζομένων στα καταστήματα ενδυμάτων όλης της χώρας.	[434, 71, 626, 150]
chatzi-title: Σ.Ο.Ε. ΧΑΤΖΗ	[1307, 1202, 1470, 1227]
d3-body: Η διοίκηση του νοσοκομείου Καβάλας προκηρύσσει μειοδοτικό διαγωνισμό για την ανάδειξη χορηγητή τροφίμων για το έτος 1980.	[1207, 376, 1385, 409]
tsakalou-l4: (ελληνομαθων-αγγλομαθων)	[766, 2006, 1066, 2033]
headline-paragkitou: ΑΝΑΚΟΙΝΩΣΗ ΤΗΣ ΠΑΡΑΓΚΙΤΟΥ	[443, 577, 617, 589]
pig-farmers-body: Η διεύθυνση κτηνιατρικής του νομού Πιερίας στα πλαίσια της εφαρμογής του προγράμματος καλεί τους χοιροτρόφους σε συγκέντρωση για την ενημέρωσή τους πάνω στα νέα μέτρα. Η συγκέντρωση θα γίνει στο αμφιθέατρο της νομαρχίας.	[1397, 171, 1570, 238]
c3-title: ΑΝΑΔΕΙΞΗ ΧΟΡΗΓΗΤΩΝ	[1010, 324, 1139, 335]
c1-body: Το υποκατάστημα του ΚΥΔΕΠ Θεσσαλονίκης ζητεί να μισθώσει αποθήκη εμβαδού 500 τ.μ. με δυνατότητα φορτοεκφόρτωσης φορτηγών αυτοκινήτων. Πληροφορίες στο τηλ. 264.403.	[1010, 180, 1193, 225]
sarri-name: ΣΑΡΡΗ	[1316, 1936, 1462, 1977]
sarri-ad	[1207, 1805, 1570, 2000]
tsakalou-sub: ΕΠΑΓΓΕΛΜΑΤΙΚΩΝ ΣΠΟΥΔΩΝ	[740, 1715, 1093, 1740]
list-item: ■ Οι ενδιαφερόμενοι παρακαλούνται να αποστείλουν βιογραφικό σημείωμα στο Γραφείο Θεσσαλονίκης.	[649, 1065, 992, 1094]
b2-sign: Ο νομάρχης ΓΕΩΡΓΙΟΣ ΓΕΩΡΓΟΠΟΥΛΟΣ	[833, 367, 992, 378]
poleitai-title: ΠΩΛΕΙΤΑΙ	[1309, 1278, 1469, 1306]
lead-col-a	[18, 123, 216, 438]
